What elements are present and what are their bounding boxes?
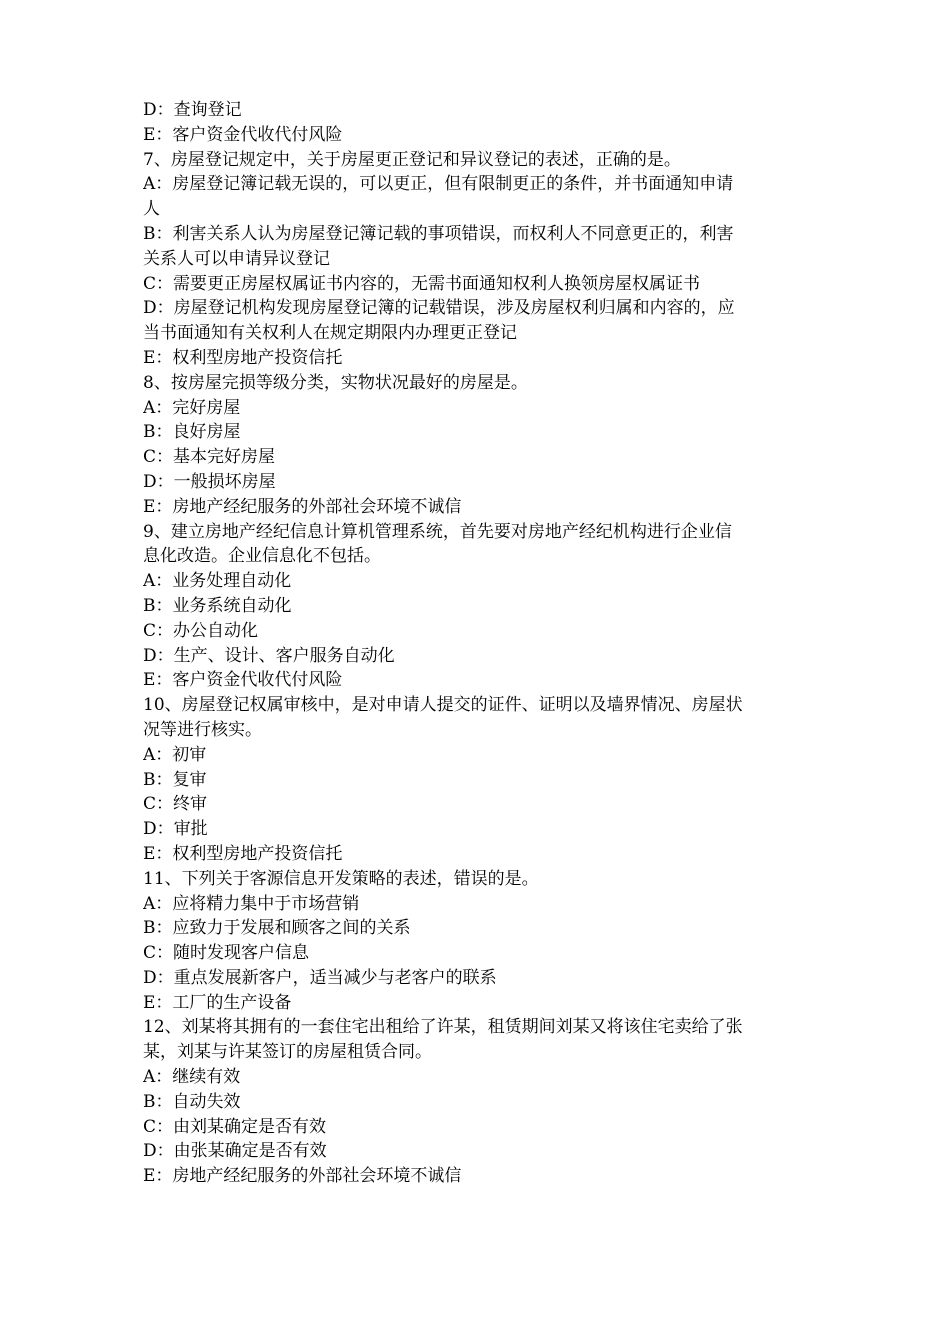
text-line: D：重点发展新客户，适当减少与老客户的联系 <box>143 967 497 988</box>
text-line: B：业务系统自动化 <box>143 595 292 616</box>
text-line: C：终审 <box>143 794 208 815</box>
text-line: A：继续有效 <box>143 1067 241 1088</box>
text-line: D：审批 <box>143 819 208 840</box>
text-line: C：办公自动化 <box>143 620 259 641</box>
text-line: A：初审 <box>143 744 207 765</box>
text-line: B：利害关系人认为房屋登记簿记载的事项错误，而权利人不同意更正的，利害 <box>143 223 734 244</box>
text-line: A：应将精力集中于市场营销 <box>143 893 360 914</box>
text-line: D：由张某确定是否有效 <box>143 1141 327 1162</box>
text-line: B：应致力于发展和顾客之间的关系 <box>143 918 411 939</box>
text-line: 息化改造。企业信息化不包括。 <box>143 546 381 567</box>
text-line: C：随时发现客户信息 <box>143 943 310 964</box>
text-line: 某，刘某与许某签订的房屋租赁合同。 <box>143 1042 432 1063</box>
question-line: 9、建立房地产经纪信息计算机管理系统，首先要对房地产经纪机构进行企业信 <box>143 521 732 542</box>
text-line: E：客户资金代收代付风险 <box>143 670 343 691</box>
question-line: 8、按房屋完损等级分类，实物状况最好的房屋是。 <box>143 372 528 393</box>
text-line: C：需要更正房屋权属证书内容的，无需书面通知权利人换领房屋权属证书 <box>143 273 701 294</box>
text-line: D：一般损坏房屋 <box>143 471 276 492</box>
text-line: D：房屋登记机构发现房屋登记簿的记载错误，涉及房屋权利归属和内容的，应 <box>143 298 735 319</box>
text-line: A：房屋登记簿记载无误的，可以更正，但有限制更正的条件，并书面通知申请 <box>143 174 734 195</box>
text-line: E：权利型房地产投资信托 <box>143 347 343 368</box>
text-line: E：房地产经纪服务的外部社会环境不诚信 <box>143 1166 462 1187</box>
text-line: 况等进行核实。 <box>143 719 262 740</box>
text-line: E：房地产经纪服务的外部社会环境不诚信 <box>143 496 462 517</box>
text-line: E：权利型房地产投资信托 <box>143 843 343 864</box>
text-line: E：客户资金代收代付风险 <box>143 124 343 145</box>
question-line: 7、房屋登记规定中，关于房屋更正登记和异议登记的表述，正确的是。 <box>143 149 681 170</box>
text-line: B：自动失效 <box>143 1091 241 1112</box>
text-line: A：业务处理自动化 <box>143 571 292 592</box>
text-line: D：查询登记 <box>143 100 242 120</box>
text-line: B：良好房屋 <box>143 422 241 443</box>
question-line: 12、刘某将其拥有的一套住宅出租给了许某，租赁期间刘某又将该住宅卖给了张 <box>143 1017 743 1038</box>
text-line: C：基本完好房屋 <box>143 447 276 468</box>
text-line: C：由刘某确定是否有效 <box>143 1116 327 1137</box>
question-line: 11、下列关于客源信息开发策略的表述，错误的是。 <box>143 868 539 889</box>
text-line: 人 <box>143 199 160 220</box>
text-line: A：完好房屋 <box>143 397 241 418</box>
question-line: 10、房屋登记权属审核中，是对申请人提交的证件、证明以及墙界情况、房屋状 <box>143 695 743 716</box>
text-line: B：复审 <box>143 769 207 790</box>
document-body <box>143 98 813 1189</box>
text-line: E：工厂的生产设备 <box>143 992 292 1013</box>
text-line: 关系人可以申请异议登记 <box>143 248 330 269</box>
text-line: 当书面通知有关权利人在规定期限内办理更正登记 <box>143 323 517 344</box>
text-line: D：生产、设计、客户服务自动化 <box>143 645 395 666</box>
